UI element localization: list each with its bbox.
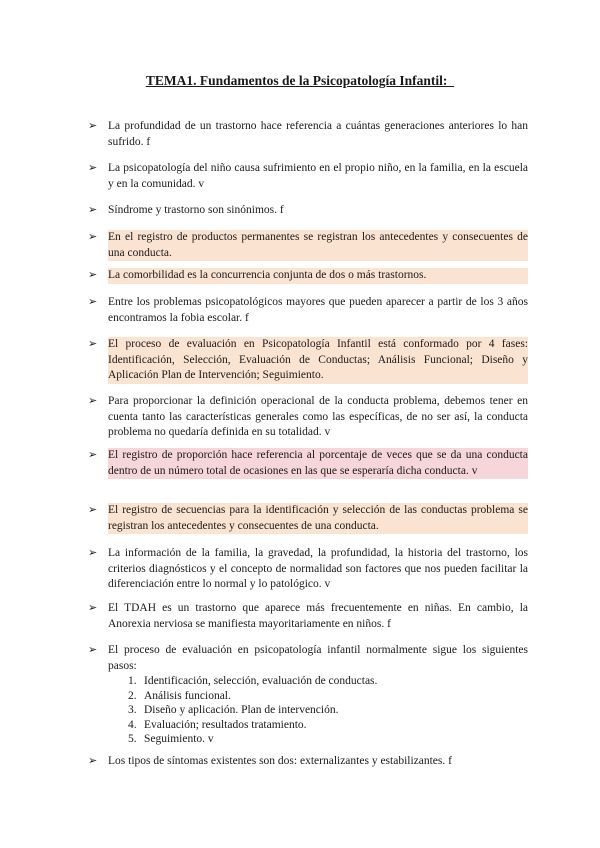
item-text: El registro de secuencias para la identificación y selección de las conductas problema se registran los antecedentes y consecuentes de una conducta. bbox=[108, 503, 528, 534]
bullet-icon: ➢ bbox=[88, 644, 98, 656]
list-item bbox=[88, 601, 528, 632]
bullet-icon: ➢ bbox=[88, 504, 98, 516]
item-text: Los tipos de síntomas existentes son dos: externalizantes y estabilizantes. f bbox=[108, 755, 452, 767]
item-text: El proceso de evaluación en psicopatología infantil normalmente sigue los siguientes pasos: bbox=[108, 644, 528, 672]
step-text: Evaluación; resultados tratamiento. bbox=[144, 718, 307, 731]
step-number: 2. bbox=[128, 689, 137, 702]
step-text: Análisis funcional. bbox=[144, 689, 231, 702]
bullet-icon: ➢ bbox=[88, 755, 98, 767]
page-title: TEMA1. Fundamentos de la Psicopatología Infantil: bbox=[145, 73, 455, 88]
bullet-icon: ➢ bbox=[88, 269, 98, 281]
bullet-icon: ➢ bbox=[88, 162, 98, 174]
bullet-icon: ➢ bbox=[88, 547, 98, 559]
bullet-icon: ➢ bbox=[88, 120, 98, 132]
step-text: Diseño y aplicación. Plan de intervención. bbox=[144, 704, 339, 716]
step-number: 3. bbox=[128, 704, 137, 716]
list-item bbox=[88, 295, 528, 326]
step-number: 4. bbox=[128, 718, 137, 731]
list-item bbox=[88, 161, 528, 192]
item-text: La información de la familia, la gravedad, la profundidad, la historia del trastorno, los criterios diagnósticos y el concepto de normalidad son factores que nos pueden facilitar la diferenciación entre lo normal y lo patológico. v bbox=[108, 547, 528, 590]
item-text: El registro de proporción hace referencia al porcentaje de veces que se da una conducta dentro de un número total de ocasiones en las que se esperaría dicha conducta. v bbox=[108, 448, 528, 479]
list-item bbox=[88, 754, 528, 770]
steps-list bbox=[108, 674, 528, 747]
bullet-icon: ➢ bbox=[88, 231, 98, 243]
item-text: Para proporcionar la definición operacional de la conducta problema, debemos tener en cuenta tanto las características generales como las específicas, de no ser así, la conducta problema no quedaría definida en su totalidad. v bbox=[108, 395, 528, 438]
list-item-highlighted bbox=[88, 448, 528, 479]
list-item-highlighted bbox=[88, 230, 528, 261]
list-item-highlighted bbox=[88, 268, 528, 284]
bullet-icon: ➢ bbox=[88, 395, 98, 407]
item-text: Entre los problemas psicopatológicos mayores que pueden aparecer a partir de los 3 años encontramos la fobia escolar. f bbox=[108, 296, 528, 324]
item-text: La comorbilidad es la concurrencia conjunta de dos o más trastornos. bbox=[108, 268, 528, 284]
list-item bbox=[88, 203, 528, 219]
item-text: En el registro de productos permanentes se registran los antecedentes y consecuentes de una conducta. bbox=[108, 230, 528, 261]
item-text: La profundidad de un trastorno hace referencia a cuántas generaciones anteriores lo han sufrido. f bbox=[108, 120, 528, 148]
list-item bbox=[88, 119, 528, 150]
list-item-highlighted bbox=[88, 503, 528, 534]
item-text: El TDAH es un trastorno que aparece más frecuentemente en niñas. En cambio, la Anorexia nerviosa se manifiesta mayoritariamente en niños. f bbox=[108, 602, 528, 630]
item-text: La psicopatología del niño causa sufrimiento en el propio niño, en la familia, en la escuela y en la comunidad. v bbox=[108, 162, 528, 190]
step-number: 5. bbox=[128, 733, 137, 745]
bullet-icon: ➢ bbox=[88, 602, 98, 614]
bullet-icon: ➢ bbox=[88, 296, 98, 308]
bullet-icon: ➢ bbox=[88, 204, 98, 216]
step-item bbox=[108, 674, 528, 689]
step-number: 1. bbox=[128, 675, 137, 687]
step-item bbox=[108, 703, 528, 718]
step-item bbox=[108, 689, 528, 704]
bullet-icon: ➢ bbox=[88, 449, 98, 461]
list-item bbox=[88, 643, 528, 747]
step-item bbox=[108, 732, 528, 747]
list-item bbox=[88, 546, 528, 593]
item-text: El proceso de evaluación en Psicopatología Infantil está conformado por 4 fases: Identificación, Selección, Evaluación de Conductas; Análisis Funcional; Diseño y Aplicación Plan de Intervención; Seguimiento. bbox=[108, 337, 528, 384]
step-item bbox=[108, 718, 528, 733]
item-text: Síndrome y trastorno son sinónimos. f bbox=[108, 204, 284, 216]
bullet-icon: ➢ bbox=[88, 338, 98, 350]
list-item bbox=[88, 394, 528, 441]
step-text: Identificación, selección, evaluación de conductas. bbox=[144, 675, 378, 687]
step-text: Seguimiento. v bbox=[144, 733, 214, 745]
list-item-highlighted bbox=[88, 337, 528, 384]
